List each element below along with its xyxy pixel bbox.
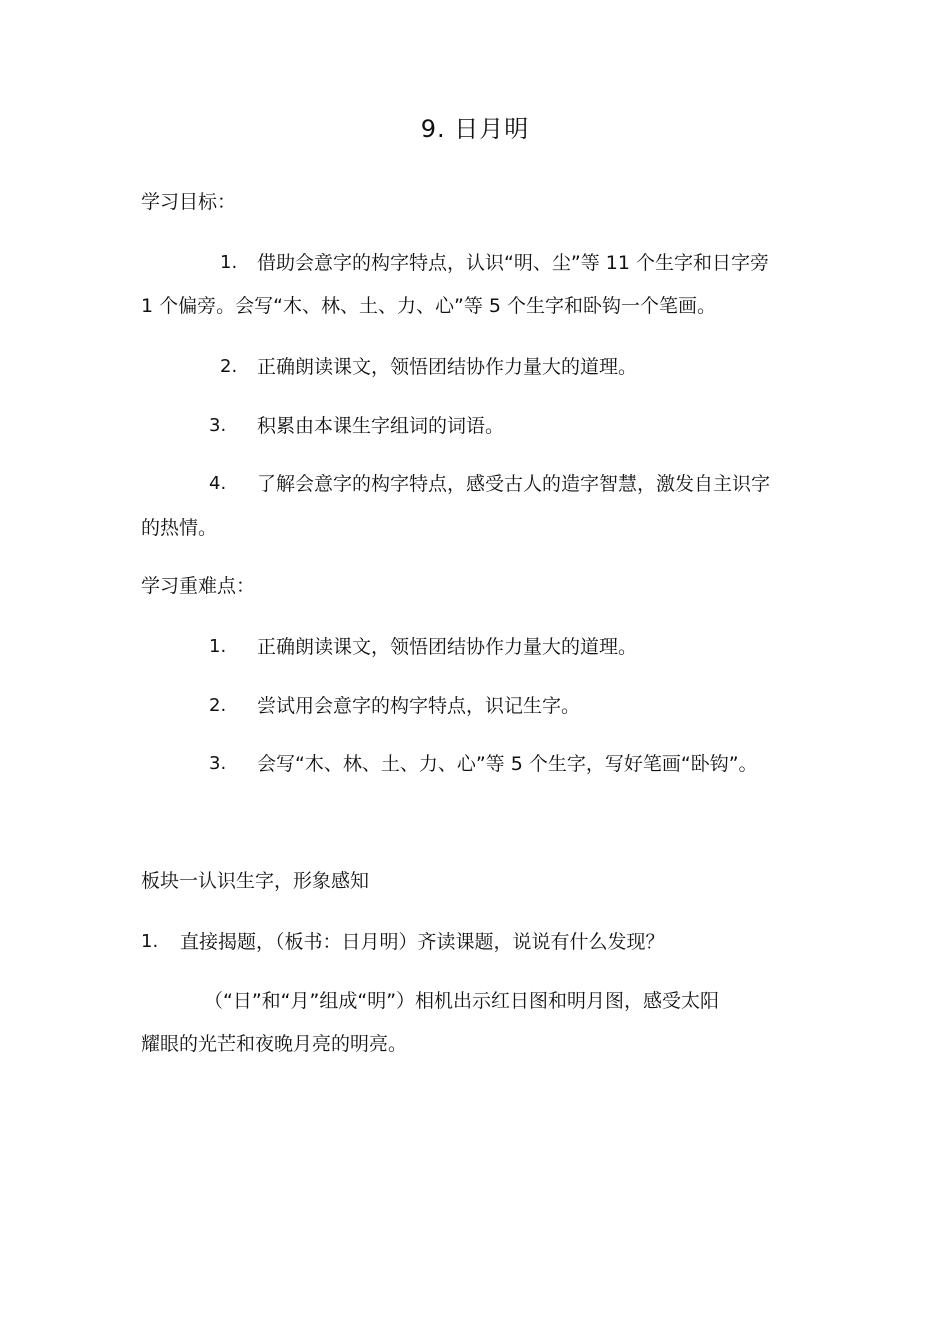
goal-3-number: 3. (209, 415, 227, 436)
key-point-3-text: 会写“木、林、土、力、心”等 5 个生字，写好笔画“卧钩”。 (257, 753, 758, 775)
key-point-2-text: 尝试用会意字的构字特点，识记生字。 (257, 695, 581, 717)
goal-1-number: 1. (220, 252, 238, 273)
key-point-3-number: 3. (209, 753, 227, 774)
goal-1-text-line1: 借助会意字的构字特点，认识“明、尘”等 11 个生字和日字旁 (257, 252, 769, 274)
paragraph-line1: （“日”和“月”组成“明”）相机出示红日图和明月图，感受太阳 (204, 990, 720, 1012)
goal-2-text: 正确朗读课文，领悟团结协作力量大的道理。 (257, 356, 638, 378)
goal-3-text: 积累由本课生字组词的词语。 (257, 415, 505, 437)
goal-4-number: 4. (209, 473, 227, 494)
goals-heading: 学习目标： (141, 191, 237, 213)
goal-4-text-line2: 的热情。 (141, 517, 218, 539)
paragraph-line2: 耀眼的光芒和夜晚月亮的明亮。 (141, 1033, 408, 1055)
goal-1-text-line2: 1 个偏旁。会写“木、林、土、力、心”等 5 个生字和卧钩一个笔画。 (141, 295, 716, 317)
step-1-number: 1. (141, 931, 159, 952)
step-1-text: 直接揭题，（板书：日月明）齐读课题，说说有什么发现？ (180, 931, 665, 953)
goal-4-text-line1: 了解会意字的构字特点，感受古人的造字智慧，激发自主识字 (257, 473, 771, 495)
goal-2-number: 2. (220, 356, 238, 377)
key-points-heading: 学习重难点： (141, 575, 256, 597)
lesson-title: 9. 日月明 (420, 115, 530, 143)
key-point-1-text: 正确朗读课文，领悟团结协作力量大的道理。 (257, 636, 638, 658)
key-point-1-number: 1. (209, 636, 227, 657)
section-1-heading: 板块一认识生字，形象感知 (141, 870, 370, 892)
key-point-2-number: 2. (209, 695, 227, 716)
